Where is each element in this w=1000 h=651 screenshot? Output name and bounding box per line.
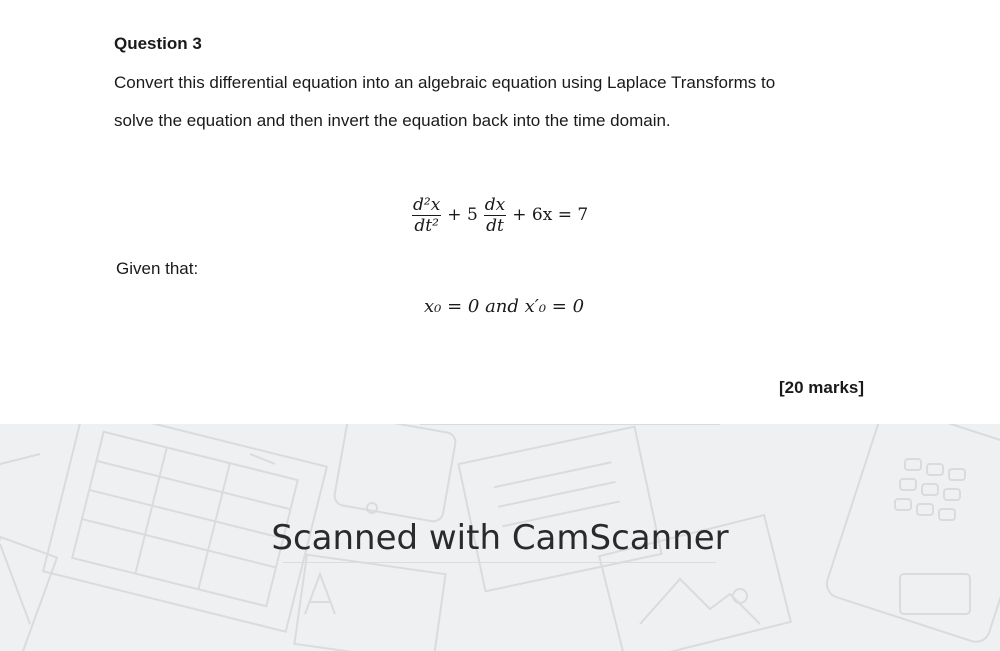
first-derivative-fraction xyxy=(483,195,507,236)
camscanner-footer xyxy=(0,424,1000,651)
equation-operator: + 5 xyxy=(447,205,478,225)
second-derivative-fraction xyxy=(411,195,442,236)
question-title: Question 3 xyxy=(114,34,202,53)
watermark-underline xyxy=(283,562,716,563)
equation-remainder: + 6x = 7 xyxy=(512,205,589,225)
differential-equation xyxy=(410,190,592,240)
given-label: Given that: xyxy=(116,259,199,278)
fraction-denominator: dt² xyxy=(414,215,439,236)
fraction-numerator: dx xyxy=(484,194,506,215)
marks-label: [20 marks] xyxy=(779,378,865,397)
fraction-denominator: dt xyxy=(486,215,504,236)
initial-conditions: x₀ = 0 and x′₀ = 0 xyxy=(424,296,585,317)
watermark-text: Scanned with CamScanner xyxy=(271,518,729,558)
question-text-line-2: solve the equation and then invert the equation back into the time domain. xyxy=(114,111,671,130)
fraction-numerator: d²x xyxy=(413,194,441,215)
question-text-line-1: Convert this differential equation into an algebraic equation using Laplace Transforms to xyxy=(114,73,776,92)
